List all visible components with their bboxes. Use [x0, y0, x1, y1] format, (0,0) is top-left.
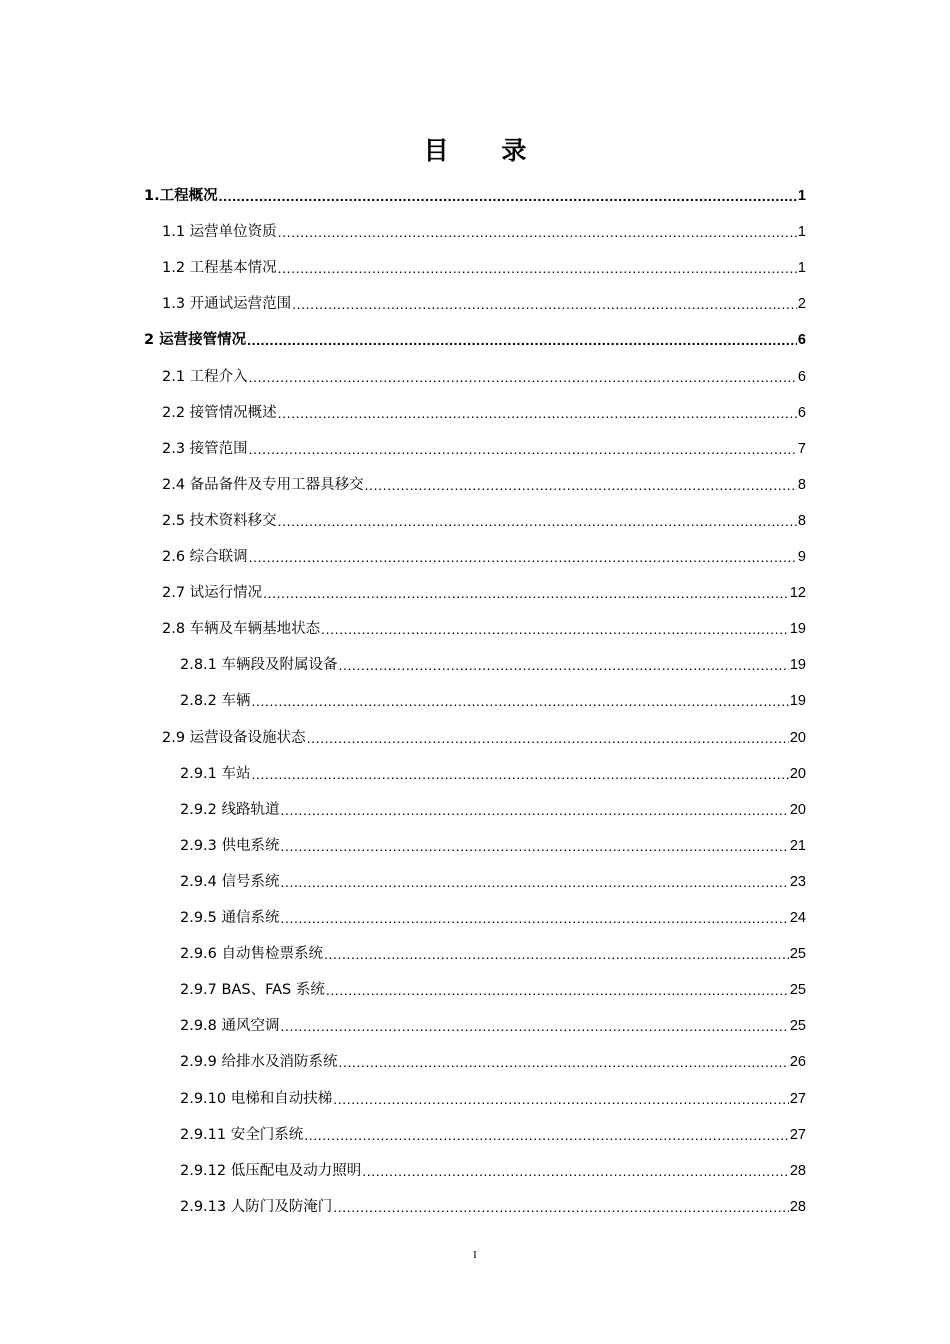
toc-entry-label: 2.9.5 通信系统 — [180, 910, 280, 926]
toc-entry[interactable] — [162, 531, 806, 567]
toc-entry[interactable] — [162, 351, 806, 387]
toc-entry-label: 2.7 试运行情况 — [162, 585, 263, 602]
toc-entry-label: 2 运营接管情况 — [144, 332, 247, 349]
toc-dot-leader — [278, 511, 797, 531]
toc-dot-leader — [263, 583, 789, 603]
toc-entry-label: 2.9 运营设备设施状态 — [162, 729, 306, 746]
toc-entry[interactable] — [162, 206, 806, 242]
toc-entry-label: 1.工程概况 — [144, 188, 218, 204]
toc-entry[interactable] — [180, 1036, 806, 1072]
toc-entry[interactable] — [162, 278, 806, 314]
toc-dot-leader — [247, 330, 797, 350]
toc-entry-label: 2.5 技术资料移交 — [162, 512, 277, 529]
toc-entry[interactable] — [162, 567, 806, 603]
toc-entry-page-number: 21 — [789, 837, 806, 854]
toc-dot-leader — [321, 619, 789, 639]
toc-entry-page-number: 6 — [797, 368, 806, 385]
toc-entry[interactable] — [180, 1109, 806, 1145]
toc-entry-label: 2.9.10 电梯和自动扶梯 — [180, 1090, 333, 1107]
toc-entry-page-number: 26 — [789, 1054, 806, 1071]
toc-entry[interactable] — [180, 856, 806, 892]
toc-entry[interactable] — [180, 1145, 806, 1181]
footer-page-number: I — [473, 1249, 477, 1261]
toc-entry-label: 2.9.4 信号系统 — [180, 873, 280, 890]
toc-entry-label: 2.8 车辆及车辆基地状态 — [162, 621, 321, 638]
toc-dot-leader — [249, 439, 797, 459]
toc-entry-page-number: 25 — [789, 946, 806, 963]
toc-entry-page-number: 1 — [797, 188, 806, 204]
toc-entry[interactable] — [162, 603, 806, 639]
toc-entry[interactable] — [180, 892, 806, 928]
toc-entry-label: 2.3 接管范围 — [162, 440, 248, 457]
toc-entry-page-number: 8 — [797, 512, 806, 529]
toc-dot-leader — [304, 1125, 789, 1145]
toc-entry[interactable] — [144, 314, 806, 350]
toc-dot-leader — [281, 1016, 789, 1036]
toc-entry-page-number: 2 — [797, 296, 806, 313]
toc-entry-page-number: 6 — [797, 332, 806, 349]
toc-entry-label: 2.9.7 BAS、FAS 系统 — [180, 982, 325, 999]
toc-dot-leader — [326, 980, 789, 1000]
toc-entry-label: 2.6 综合联调 — [162, 549, 248, 565]
toc-dot-leader — [324, 944, 789, 964]
toc-entry-page-number: 7 — [797, 440, 806, 457]
toc-entry-page-number: 20 — [789, 801, 806, 818]
toc-entry[interactable] — [162, 387, 806, 423]
toc-entry-label: 1.2 工程基本情况 — [162, 260, 277, 277]
toc-entry-page-number: 19 — [789, 621, 806, 638]
toc-entry-label: 1.3 开通试运营范围 — [162, 296, 292, 313]
toc-entry-label: 2.9.12 低压配电及动力照明 — [180, 1162, 362, 1179]
toc-entry-label: 2.9.8 通风空调 — [180, 1018, 280, 1035]
toc-entry-page-number: 20 — [789, 765, 806, 782]
toc-entry-label: 2.9.11 安全门系统 — [180, 1126, 304, 1143]
toc-dot-leader — [292, 294, 797, 314]
toc-entry-label: 2.4 备品备件及专用工器具移交 — [162, 476, 364, 493]
toc-dot-leader — [281, 872, 789, 892]
toc-entry-label: 2.9.6 自动售检票系统 — [180, 946, 324, 963]
toc-entry-page-number: 9 — [797, 549, 806, 565]
toc-entry-page-number: 25 — [789, 1018, 806, 1035]
toc-entry-page-number: 25 — [789, 982, 806, 999]
toc-entry-page-number: 20 — [789, 729, 806, 746]
toc-entry[interactable] — [180, 1073, 806, 1109]
toc-entry-label: 2.8.1 车辆段及附属设备 — [180, 657, 338, 674]
toc-entry-label: 2.8.2 车辆 — [180, 693, 251, 710]
toc-entry[interactable] — [180, 928, 806, 964]
toc-entry[interactable] — [180, 748, 806, 784]
toc-dot-leader — [278, 258, 797, 278]
toc-dot-leader — [281, 836, 789, 856]
toc-entry[interactable] — [180, 1000, 806, 1036]
toc-dot-leader — [281, 800, 789, 820]
toc-entry[interactable] — [144, 170, 806, 206]
toc-entry-label: 2.1 工程介入 — [162, 368, 248, 385]
toc-entry-page-number: 19 — [789, 657, 806, 674]
toc-dot-leader — [333, 1197, 789, 1217]
toc-entry[interactable] — [180, 820, 806, 856]
toc-entry[interactable] — [162, 423, 806, 459]
toc-dot-leader — [281, 908, 789, 928]
toc-entry-page-number: 27 — [789, 1090, 806, 1107]
toc-entry[interactable] — [180, 784, 806, 820]
toc-entry-page-number: 6 — [797, 404, 806, 421]
toc-entry-page-number: 28 — [789, 1198, 806, 1215]
toc-entry-page-number: 8 — [797, 476, 806, 493]
toc-entry-page-number: 12 — [789, 585, 806, 602]
toc-dot-leader — [249, 547, 797, 567]
toc-entry[interactable] — [180, 639, 806, 675]
toc-entry[interactable] — [180, 1181, 806, 1217]
toc-entry-label: 2.9.9 给排水及消防系统 — [180, 1054, 338, 1071]
toc-entry-label: 2.9.13 人防门及防淹门 — [180, 1198, 333, 1215]
toc-dot-leader — [252, 764, 789, 784]
toc-entry-page-number: 28 — [789, 1162, 806, 1179]
toc-entry[interactable] — [180, 675, 806, 711]
toc-entry[interactable] — [162, 459, 806, 495]
toc-dot-leader — [252, 691, 789, 711]
toc-dot-leader — [278, 403, 797, 423]
toc-entry-label: 2.2 接管情况概述 — [162, 404, 277, 421]
toc-entry-label: 2.9.2 线路轨道 — [180, 801, 280, 818]
toc-dot-leader — [339, 655, 789, 675]
toc-entry[interactable] — [162, 495, 806, 531]
toc-entry-page-number: 1 — [797, 260, 806, 277]
page-title: 目 录 — [423, 136, 549, 165]
toc-entry-label: 2.9.1 车站 — [180, 765, 251, 782]
toc-dot-leader — [333, 1089, 789, 1109]
toc-entry-page-number: 19 — [789, 693, 806, 710]
toc-entry-page-number: 1 — [797, 224, 806, 241]
toc-dot-leader — [362, 1161, 789, 1181]
toc-dot-leader — [365, 475, 797, 495]
toc-entry[interactable] — [162, 242, 806, 278]
toc-entry[interactable] — [162, 712, 806, 748]
toc-entry-page-number: 27 — [789, 1126, 806, 1143]
toc-dot-leader — [249, 367, 797, 387]
toc-dot-leader — [219, 186, 797, 206]
toc-dot-leader — [278, 222, 797, 242]
toc-entry-label: 2.9.3 供电系统 — [180, 837, 280, 854]
toc-entry-page-number: 23 — [789, 873, 806, 890]
toc-entry-page-number: 24 — [789, 910, 806, 926]
toc-entry-label: 1.1 运营单位资质 — [162, 224, 277, 241]
toc-dot-leader — [339, 1052, 789, 1072]
toc-entry[interactable] — [180, 964, 806, 1000]
toc-dot-leader — [307, 728, 789, 748]
